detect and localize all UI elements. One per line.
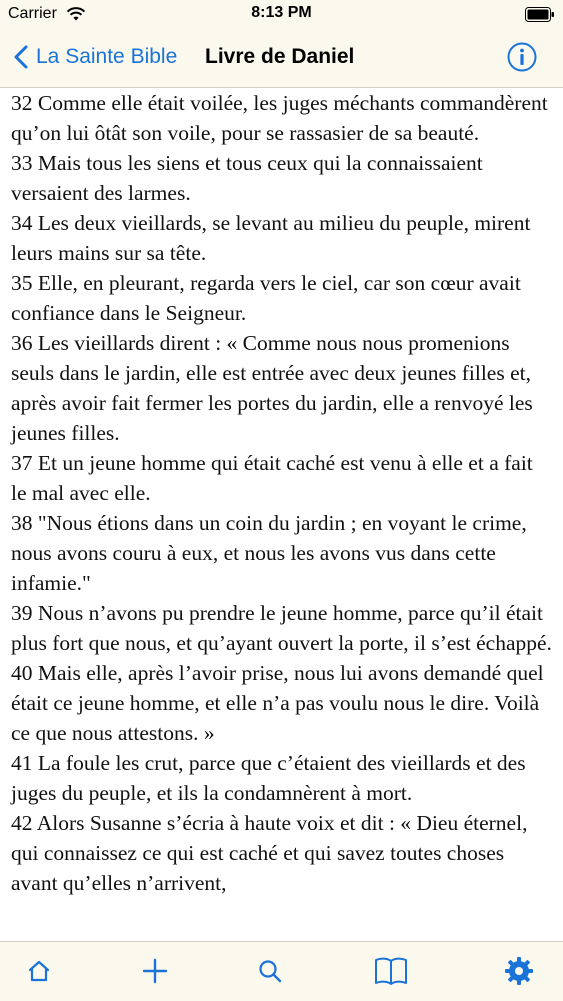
- verse: 36 Les vieillards dirent : « Comme nous nous promenions seuls dans le jardin, elle est entrée avec deux jeunes filles et, après avoir fait fermer les portes du jardin, elle a renvoyé les jeunes filles.: [11, 331, 533, 445]
- verse: 32 Comme elle était voilée, les juges méchants commandèrent qu’on lui ôtât son voile, pour se rassasier de sa beauté.: [11, 91, 548, 145]
- back-button-label: La Sainte Bible: [36, 45, 178, 68]
- book-icon: [374, 956, 408, 986]
- chevron-left-icon: [14, 45, 28, 69]
- status-time: 8:13 PM: [251, 4, 312, 21]
- search-icon: [257, 958, 283, 984]
- verse: 39 Nous n’avons pu prendre le jeune homme, parce qu’il était plus fort que nous, et qu’ayant ouvert la porte, il s’est échappé.: [11, 601, 552, 655]
- verse: 35 Elle, en pleurant, regarda vers le ciel, car son cœur avait confiance dans le Seigneur.: [11, 271, 521, 325]
- tab-bar: [0, 941, 563, 1001]
- tab-add[interactable]: [138, 954, 172, 988]
- verse-content[interactable]: [0, 88, 563, 941]
- verse-list: [0, 88, 563, 898]
- home-icon: [27, 959, 51, 983]
- tab-settings[interactable]: [502, 954, 536, 988]
- tab-home[interactable]: [22, 954, 56, 988]
- verse: 40 Mais elle, après l’avoir prise, nous lui avons demandé quel était ce jeune homme, et elle n’a pas voulu nous le dire. Voilà ce que nous attestons. »: [11, 661, 544, 745]
- verse: 38 "Nous étions dans un coin du jardin ; en voyant le crime, nous avons couru à eux, et nous les avons vus dans cette infamie.": [11, 511, 527, 595]
- verse: 42 Alors Susanne s’écria à haute voix et dit : « Dieu éternel, qui connaissez ce qui est caché et qui savez toutes choses avant qu’elles n’arrivent,: [11, 811, 528, 895]
- verse: 34 Les deux vieillards, se levant au milieu du peuple, mirent leurs mains sur sa tête.: [11, 211, 531, 265]
- verse: 41 La foule les crut, parce que c’étaient des vieillards et des juges du peuple, et ils la condamnèrent à mort.: [11, 751, 526, 805]
- verse: 33 Mais tous les siens et tous ceux qui la connaissaient versaient des larmes.: [11, 151, 483, 205]
- battery-icon: [525, 7, 555, 22]
- verse: 37 Et un jeune homme qui était caché est venu à elle et a fait le mal avec elle.: [11, 451, 533, 505]
- tab-search[interactable]: [253, 954, 287, 988]
- page-title: Livre de Daniel: [205, 45, 355, 68]
- status-bar: [0, 0, 563, 30]
- info-icon[interactable]: [507, 42, 537, 72]
- tab-books[interactable]: [374, 954, 408, 988]
- navigation-bar: [0, 30, 563, 88]
- back-button[interactable]: [14, 42, 177, 72]
- plus-icon: [142, 958, 168, 984]
- gear-icon: [504, 956, 534, 986]
- carrier-label: Carrier: [8, 5, 57, 22]
